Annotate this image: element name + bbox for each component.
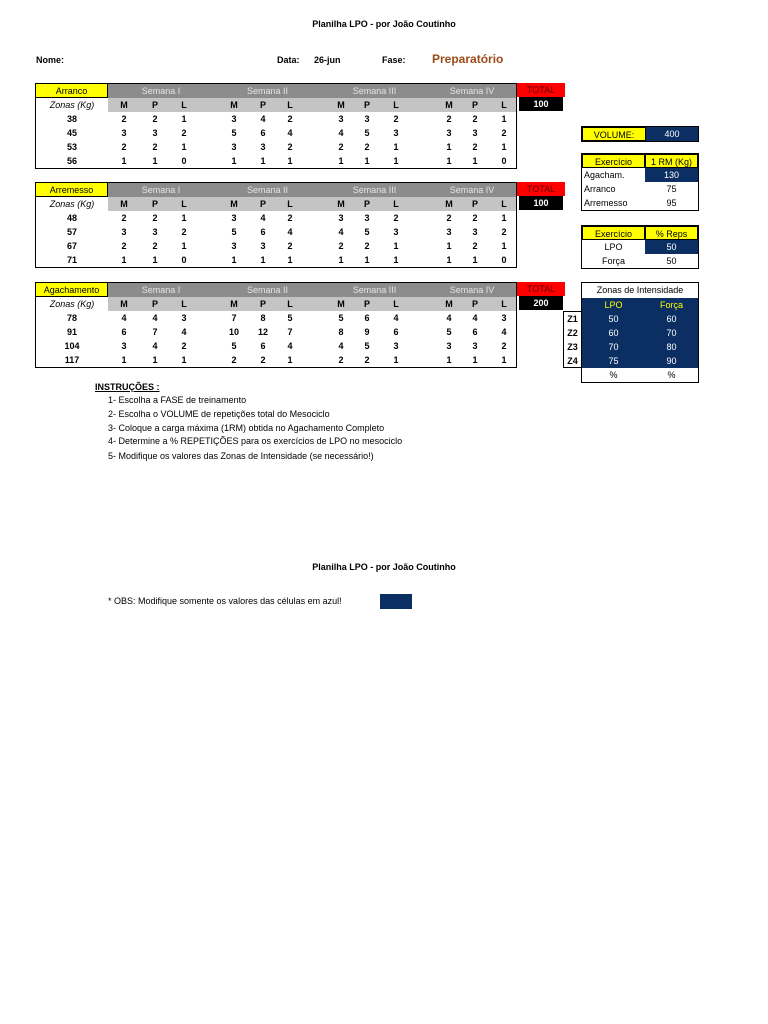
rep-cell: 4 (152, 313, 158, 323)
rep-cell: 1 (446, 255, 452, 265)
rep-cell: 1 (338, 156, 344, 166)
zone-label: Z1 (567, 314, 578, 324)
rep-cell: 3 (152, 128, 158, 138)
rep-cell: 2 (338, 142, 344, 152)
rep-cell: 0 (181, 156, 187, 166)
week-header: Semana IV (428, 283, 516, 297)
total-value: 200 (519, 296, 563, 310)
sub-header-p: P (363, 199, 370, 209)
rep-cell: 1 (181, 241, 187, 251)
rep-cell: 5 (231, 227, 237, 237)
total-label: TOTAL (517, 182, 565, 196)
rep-cell: 1 (287, 355, 293, 365)
table-row (36, 239, 516, 253)
zone-forca-value[interactable]: 90 (645, 354, 698, 368)
instruction-item: 2- Escolha o VOLUME de repetições total do Mesociclo (108, 409, 330, 419)
date-value[interactable]: 26-jun (314, 55, 341, 65)
rep-cell: 4 (287, 128, 293, 138)
rep-cell: 2 (152, 241, 158, 251)
week-header: Semana III (321, 183, 428, 197)
rep-cell: 3 (501, 313, 507, 323)
rep-cell: 2 (121, 241, 127, 251)
rep-cell: 8 (260, 313, 266, 323)
rep-cell: 4 (287, 227, 293, 237)
rep-cell: 6 (121, 327, 127, 337)
zone-load-cell: 78 (66, 313, 77, 323)
rep-cell: 6 (472, 327, 478, 337)
sub-header-l: L (181, 299, 187, 309)
rep-cell: 1 (121, 355, 127, 365)
rep-cell: 1 (260, 255, 266, 265)
rep-cell: 2 (364, 142, 370, 152)
sub-header-m: M (337, 199, 345, 209)
rep-cell: 4 (260, 213, 266, 223)
rep-cell: 6 (260, 128, 266, 138)
zone-label: Z2 (567, 328, 578, 338)
sub-header-p: P (151, 299, 158, 309)
sub-header-m: M (230, 299, 238, 309)
rep-cell: 3 (446, 128, 452, 138)
rep-cell: 1 (446, 355, 452, 365)
sub-header-p: P (151, 100, 158, 110)
rep-cell: 3 (472, 128, 478, 138)
sub-header-m: M (445, 100, 453, 110)
table-row (36, 253, 516, 267)
zone-forca-value[interactable]: 60 (645, 312, 698, 326)
instruction-item: 5- Modifique os valores das Zonas de Intensidade (se necessário!) (108, 451, 374, 461)
rep-cell: 1 (501, 355, 507, 365)
name-label: Nome: (36, 55, 65, 65)
rep-cell: 5 (364, 227, 370, 237)
sub-header-m: M (337, 299, 345, 309)
zone-load-cell: 56 (66, 156, 77, 166)
rep-cell: 2 (287, 213, 293, 223)
zone-forca-unit: % (667, 370, 676, 380)
week-header: Semana IV (428, 84, 516, 98)
rep-cell: 3 (472, 227, 478, 237)
zone-load-cell: 48 (66, 213, 77, 223)
reps-header-exercise: Exercício (582, 226, 645, 240)
table-row (36, 140, 516, 154)
rep-cell: 1 (181, 142, 187, 152)
rep-cell: 1 (393, 241, 399, 251)
exercise-table-arranco (35, 83, 517, 169)
zone-forca-value[interactable]: 80 (645, 340, 698, 354)
date-label: Data: (277, 55, 300, 65)
rep-cell: 12 (257, 327, 268, 337)
rep-cell: 4 (501, 327, 507, 337)
week-header: Semana I (108, 283, 214, 297)
sub-header-l: L (501, 199, 507, 209)
sub-header-l: L (501, 299, 507, 309)
rep-cell: 4 (446, 313, 452, 323)
sub-header-p: P (471, 100, 478, 110)
sub-header-p: P (151, 199, 158, 209)
rep-cell: 1 (152, 355, 158, 365)
rep-cell: 1 (393, 355, 399, 365)
rep-cell: 2 (393, 114, 399, 124)
rep-cell: 1 (181, 114, 187, 124)
week-header-row (36, 183, 516, 197)
rep-cell: 1 (121, 156, 127, 166)
rep-cell: 2 (287, 114, 293, 124)
table-row (36, 126, 516, 140)
rep-cell: 4 (338, 341, 344, 351)
rep-cell: 5 (364, 341, 370, 351)
total-label: TOTAL (517, 83, 565, 97)
rep-cell: 2 (472, 241, 478, 251)
zone-lpo-value[interactable]: 70 (582, 340, 645, 354)
sub-header-m: M (230, 199, 238, 209)
volume-label: VOLUME: (582, 127, 646, 141)
rep-cell: 4 (181, 327, 187, 337)
instruction-item: 3- Coloque a carga máxima (1RM) obtida no Agachamento Completo (108, 423, 385, 433)
rep-cell: 1 (260, 156, 266, 166)
rep-cell: 3 (231, 114, 237, 124)
reps-row-value[interactable]: 50 (645, 240, 698, 254)
rep-cell: 2 (446, 114, 452, 124)
sub-header-l: L (287, 199, 293, 209)
sub-header-row (36, 197, 516, 211)
rep-cell: 1 (472, 255, 478, 265)
rep-cell: 1 (501, 114, 507, 124)
rep-cell: 6 (260, 341, 266, 351)
total-value: 100 (519, 97, 563, 111)
rep-cell: 1 (501, 213, 507, 223)
rep-cell: 2 (446, 213, 452, 223)
rep-cell: 6 (364, 313, 370, 323)
rep-cell: 2 (121, 142, 127, 152)
sub-header-m: M (120, 100, 128, 110)
instructions-heading: INSTRUÇÕES : (95, 382, 160, 392)
exercise-name: Arranco (36, 84, 108, 98)
sub-header-m: M (230, 100, 238, 110)
sub-header-row (36, 98, 516, 112)
rep-cell: 3 (121, 227, 127, 237)
sub-header-m: M (120, 299, 128, 309)
exercise-table-arremesso (35, 182, 517, 268)
rep-cell: 3 (364, 114, 370, 124)
rep-cell: 2 (260, 355, 266, 365)
zone-load-cell: 71 (66, 255, 77, 265)
rep-cell: 3 (231, 213, 237, 223)
rep-cell: 0 (181, 255, 187, 265)
rep-cell: 2 (287, 241, 293, 251)
rep-cell: 6 (393, 327, 399, 337)
table-row (36, 225, 516, 239)
rep-cell: 3 (121, 341, 127, 351)
zones-header-forca: Força (645, 298, 698, 312)
zone-load-cell: 91 (66, 327, 77, 337)
rep-cell: 3 (364, 213, 370, 223)
volume-panel (581, 126, 699, 142)
reps-row-exercise: Força (601, 256, 625, 266)
page-title: Planilha LPO - por João Coutinho (312, 19, 456, 29)
zone-lpo-value[interactable]: 75 (582, 354, 645, 368)
rep-cell: 1 (121, 255, 127, 265)
rep-cell: 1 (446, 241, 452, 251)
exercise-name: Arremesso (36, 183, 108, 197)
rep-cell: 3 (446, 227, 452, 237)
rep-cell: 2 (364, 241, 370, 251)
table-row (36, 325, 516, 339)
rep-cell: 7 (231, 313, 237, 323)
rep-cell: 3 (472, 341, 478, 351)
table-row (36, 311, 516, 325)
zone-load-cell: 57 (66, 227, 77, 237)
rep-cell: 3 (231, 241, 237, 251)
rm-row-exercise: Arremesso (584, 198, 628, 208)
rep-cell: 2 (181, 128, 187, 138)
rep-cell: 1 (181, 355, 187, 365)
week-header: Semana II (214, 183, 321, 197)
rep-cell: 2 (152, 142, 158, 152)
zone-load-cell: 117 (64, 355, 80, 365)
rep-cell: 4 (338, 128, 344, 138)
sub-header-m: M (445, 199, 453, 209)
rep-cell: 1 (393, 156, 399, 166)
rm-row-exercise: Agacham. (584, 170, 625, 180)
rep-cell: 4 (121, 313, 127, 323)
rep-cell: 2 (472, 142, 478, 152)
sub-header-m: M (337, 100, 345, 110)
sub-header-p: P (259, 199, 266, 209)
rep-cell: 1 (181, 213, 187, 223)
zones-label: Zonas (Kg) (49, 299, 95, 309)
week-header: Semana III (321, 84, 428, 98)
total-label: TOTAL (517, 282, 565, 296)
table-row (36, 154, 516, 168)
week-header: Semana III (321, 283, 428, 297)
sub-header-p: P (363, 100, 370, 110)
sub-header-l: L (181, 100, 187, 110)
rep-cell: 4 (393, 313, 399, 323)
sub-header-l: L (501, 100, 507, 110)
rep-cell: 5 (287, 313, 293, 323)
rep-cell: 1 (446, 142, 452, 152)
rep-cell: 0 (501, 156, 507, 166)
rm-row-value: 75 (666, 184, 677, 194)
zone-labels (563, 311, 582, 368)
rep-cell: 2 (393, 213, 399, 223)
rep-cell: 2 (181, 341, 187, 351)
reps-row-value: 50 (666, 256, 677, 266)
rep-cell: 2 (501, 341, 507, 351)
week-header-row (36, 84, 516, 98)
zone-forca-value[interactable]: 70 (645, 326, 698, 340)
zone-label: Z4 (567, 356, 578, 366)
rep-cell: 1 (393, 142, 399, 152)
phase-label: Fase: (382, 55, 406, 65)
zone-label: Z3 (567, 342, 578, 352)
sub-header-l: L (181, 199, 187, 209)
sub-header-l: L (393, 299, 399, 309)
sub-header-p: P (259, 299, 266, 309)
instruction-item: 1- Escolha a FASE de treinamento (108, 395, 247, 405)
rep-cell: 3 (152, 227, 158, 237)
rm-row-exercise: Arranco (584, 184, 616, 194)
rep-cell: 7 (152, 327, 158, 337)
zones-label: Zonas (Kg) (49, 100, 95, 110)
rep-cell: 4 (472, 313, 478, 323)
rm-row-value: 95 (666, 198, 677, 208)
rep-cell: 2 (181, 227, 187, 237)
zone-load-cell: 104 (64, 341, 80, 351)
rm-header-value: 1 RM (Kg) (645, 154, 698, 168)
sub-header-row (36, 297, 516, 311)
rep-cell: 3 (393, 227, 399, 237)
zone-load-cell: 45 (66, 128, 77, 138)
blue-cell-swatch (380, 594, 412, 609)
sub-header-m: M (445, 299, 453, 309)
exercise-table-agachamento (35, 282, 517, 368)
footer-title: Planilha LPO - por João Coutinho (312, 562, 456, 572)
sub-header-l: L (287, 100, 293, 110)
rep-cell: 2 (152, 114, 158, 124)
rep-cell: 5 (231, 341, 237, 351)
week-header: Semana I (108, 84, 214, 98)
week-header-row (36, 283, 516, 297)
week-header: Semana IV (428, 183, 516, 197)
intensity-zones-title: Zonas de Intensidade (596, 285, 684, 295)
sub-header-p: P (363, 299, 370, 309)
rep-cell: 1 (338, 255, 344, 265)
rep-cell: 8 (338, 327, 344, 337)
zone-lpo-value[interactable]: 50 (582, 312, 645, 326)
zone-load-cell: 38 (66, 114, 77, 124)
rep-cell: 3 (338, 114, 344, 124)
rep-cell: 2 (152, 213, 158, 223)
sub-header-p: P (259, 100, 266, 110)
rep-cell: 1 (152, 255, 158, 265)
phase-value[interactable]: Preparatório (432, 52, 504, 66)
rep-cell: 10 (228, 327, 239, 337)
sub-header-l: L (393, 100, 399, 110)
rep-cell: 3 (260, 241, 266, 251)
rep-cell: 1 (446, 156, 452, 166)
table-row (36, 339, 516, 353)
rep-cell: 3 (231, 142, 237, 152)
rep-cell: 1 (364, 255, 370, 265)
rep-cell: 4 (152, 341, 158, 351)
rep-cell: 6 (260, 227, 266, 237)
rep-cell: 9 (364, 327, 370, 337)
sub-header-p: P (471, 299, 478, 309)
total-value: 100 (519, 196, 563, 210)
sub-header-p: P (471, 199, 478, 209)
table-row (36, 211, 516, 225)
rep-cell: 1 (501, 241, 507, 251)
rep-cell: 2 (338, 241, 344, 251)
rep-cell: 3 (393, 341, 399, 351)
rep-cell: 1 (152, 156, 158, 166)
rm-row-value[interactable]: 130 (645, 168, 698, 182)
sub-header-l: L (393, 199, 399, 209)
rep-cell: 2 (364, 355, 370, 365)
rep-cell: 3 (393, 128, 399, 138)
rep-cell: 4 (287, 341, 293, 351)
rep-cell: 1 (231, 156, 237, 166)
rep-cell: 1 (501, 142, 507, 152)
rep-cell: 4 (338, 227, 344, 237)
rep-cell: 2 (338, 355, 344, 365)
rep-cell: 3 (121, 128, 127, 138)
zone-lpo-value[interactable]: 60 (582, 326, 645, 340)
rep-cell: 5 (231, 128, 237, 138)
obs-note: * OBS: Modifique somente os valores das células em azul! (108, 596, 342, 606)
rep-cell: 5 (338, 313, 344, 323)
reps-header-value: % Reps (645, 226, 698, 240)
rep-cell: 2 (287, 142, 293, 152)
rep-cell: 1 (472, 156, 478, 166)
rep-cell: 1 (287, 255, 293, 265)
table-row (36, 353, 516, 367)
rep-cell: 1 (287, 156, 293, 166)
rm-header-exercise: Exercício (582, 154, 645, 168)
rep-cell: 0 (501, 255, 507, 265)
week-header: Semana I (108, 183, 214, 197)
zone-load-cell: 67 (66, 241, 77, 251)
rep-cell: 1 (364, 156, 370, 166)
rep-cell: 2 (472, 213, 478, 223)
rep-cell: 2 (501, 128, 507, 138)
rm-table (581, 153, 699, 211)
rep-cell: 2 (121, 114, 127, 124)
rep-cell: 2 (472, 114, 478, 124)
instruction-item: 4- Determine a % REPETIÇÕES para os exercícios de LPO no mesociclo (108, 436, 403, 446)
rep-cell: 2 (501, 227, 507, 237)
rep-cell: 4 (260, 114, 266, 124)
sub-header-m: M (120, 199, 128, 209)
table-row (36, 112, 516, 126)
rep-cell: 2 (121, 213, 127, 223)
rep-cell: 1 (472, 355, 478, 365)
sub-header-l: L (287, 299, 293, 309)
volume-value[interactable]: 400 (646, 127, 698, 141)
rep-cell: 3 (181, 313, 187, 323)
rep-cell: 3 (446, 341, 452, 351)
rep-cell: 5 (446, 327, 452, 337)
zone-lpo-unit: % (609, 370, 618, 380)
rep-cell: 7 (287, 327, 293, 337)
week-header: Semana II (214, 283, 321, 297)
exercise-name: Agachamento (36, 283, 108, 297)
intensity-zones-table (581, 282, 699, 383)
zones-label: Zonas (Kg) (49, 199, 95, 209)
rep-cell: 1 (393, 255, 399, 265)
rep-cell: 2 (231, 355, 237, 365)
rep-cell: 1 (231, 255, 237, 265)
rep-cell: 3 (338, 213, 344, 223)
rep-cell: 3 (260, 142, 266, 152)
week-header: Semana II (214, 84, 321, 98)
reps-table (581, 225, 699, 269)
rep-cell: 5 (364, 128, 370, 138)
zone-load-cell: 53 (66, 142, 77, 152)
reps-row-exercise: LPO (604, 242, 623, 252)
zones-header-lpo: LPO (582, 298, 645, 312)
